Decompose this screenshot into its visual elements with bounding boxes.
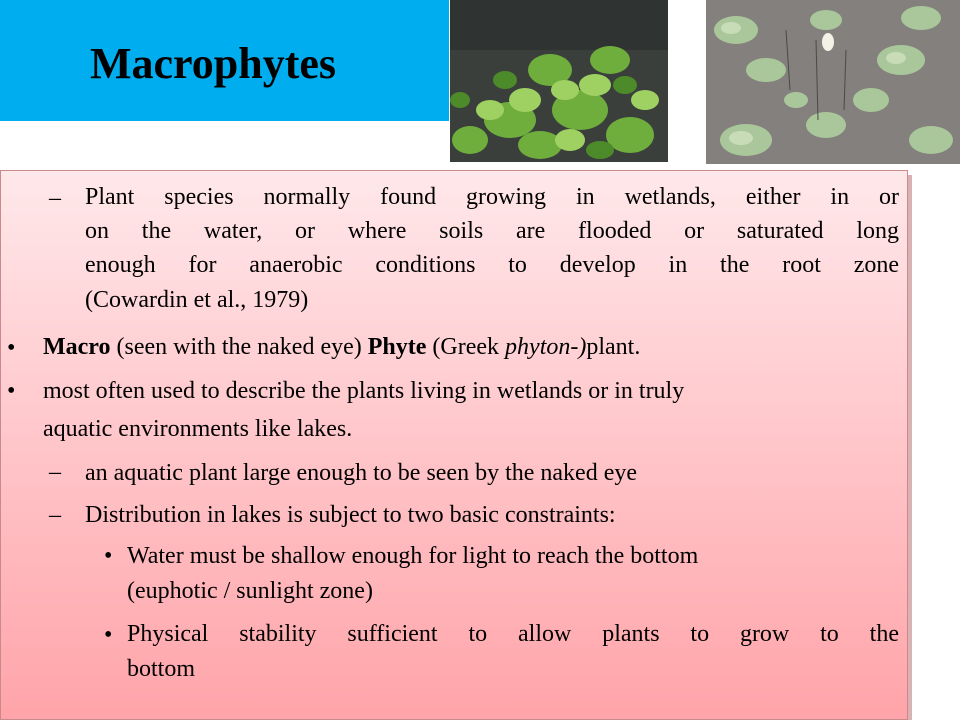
definition-citation: (Cowardin et al., 1979) xyxy=(85,287,309,313)
water-constraint-line-1: Water must be shallow enough for light to reach the bottom xyxy=(127,543,699,569)
definition-line-3: enough for anaerobic conditions to develop in the root zone xyxy=(85,252,899,278)
usage-line-2: aquatic environments like lakes. xyxy=(43,416,353,442)
stability-constraint-line-2: bottom xyxy=(127,656,196,682)
plant-word: plant. xyxy=(586,334,641,360)
macro-term: Macro xyxy=(43,334,111,360)
lily-pads-photo-icon xyxy=(706,0,960,164)
macro-meaning: (seen with the naked eye) xyxy=(110,334,368,360)
dash-marker: – xyxy=(49,185,61,211)
aquatic-plant-line: an aquatic plant large enough to be seen by the naked eye xyxy=(85,460,638,486)
stability-constraint-line-1: Physical stability sufficient to allow plants to grow to the xyxy=(127,621,899,647)
bullet-marker: • xyxy=(7,378,16,404)
small-bullet-marker: • xyxy=(104,622,113,648)
water-lily-photo xyxy=(706,0,960,164)
floating-plants-photo-icon xyxy=(450,0,668,162)
content-panel xyxy=(0,170,908,720)
definition-line-1: Plant species normally found growing in wetlands, either in or xyxy=(85,184,899,210)
phyte-term: Phyte xyxy=(367,334,427,360)
usage-line-1: most often used to describe the plants living in wetlands or in truly xyxy=(43,378,685,404)
phyton-term: phyton-) xyxy=(505,334,587,360)
definition-line-2: on the water, or where soils are flooded or saturated long xyxy=(85,218,899,244)
slide-title: Macrophytes xyxy=(90,39,337,88)
dash-marker: – xyxy=(49,459,61,485)
dash-marker: – xyxy=(49,502,61,528)
etymology-line xyxy=(43,334,640,360)
title-bar xyxy=(0,0,449,121)
water-constraint-line-2: (euphotic / sunlight zone) xyxy=(127,578,373,604)
bullet-marker: • xyxy=(7,335,16,361)
distribution-line: Distribution in lakes is subject to two basic constraints: xyxy=(85,502,616,528)
greek-label: (Greek xyxy=(426,334,506,360)
small-bullet-marker: • xyxy=(104,543,113,569)
water-hyacinth-photo xyxy=(450,0,668,162)
